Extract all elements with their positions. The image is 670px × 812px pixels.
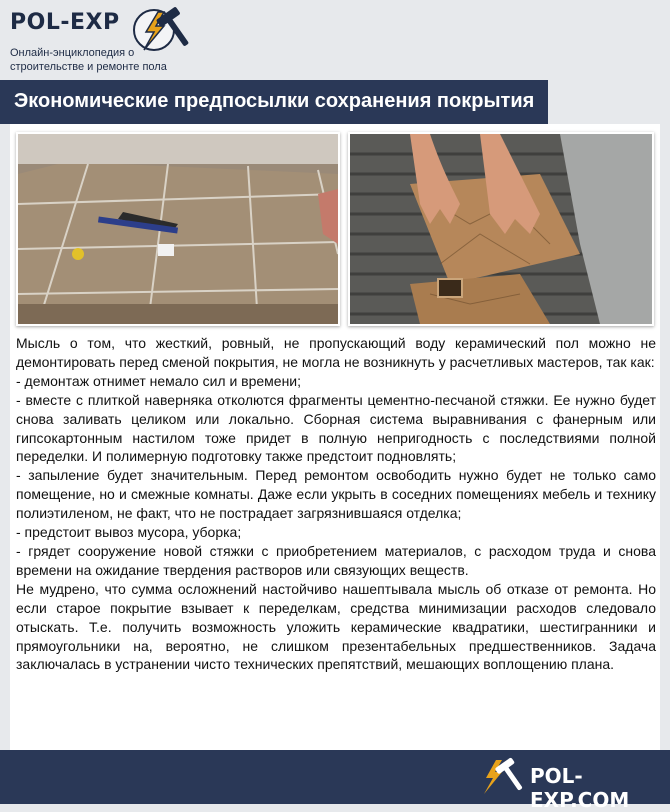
article-body [16,334,656,674]
footer [0,750,670,812]
page-title: Экономические предпосылки сохранения покрытия [14,90,535,112]
list-item: - вместе с плиткой наверняка отколются фрагменты цементно-песчаной стяжки. Ее нужно будет снова заливать целиком или локально. Сборная система выравнивания с фанерным или гипсокартонным настилом тоже придет в полную непригодность с последствиями полной переделки. И полимерную подготовку также предстоит подновлять; [16,391,656,465]
hammer-lightning-icon [132,6,192,54]
brand-subtitle: Онлайн-энциклопедия о строительстве и ремонте пола [10,47,167,73]
header [0,0,670,80]
list-item: - предстоит вывоз мусора, уборка; [16,524,242,541]
list-item: - запыление будет значительным. Перед ремонтом освободить нужно будет не только само помещение, но и смежные комнаты. Даже если укрыть в соседних помещениях мебель и технику полиэтиленом, не факт, что не пострадает загрязнившаяся отделка; [16,467,656,522]
title-bar [0,80,548,124]
paragraph: Не мудрено, что сумма осложнений настойчиво нашептывала мысль об отказе от ремонта. Но если старое покрытие взывает к переделкам, средства минимизации расходов следовало отыскать. Т.е. получить возможность уложить керамические квадратики, шестигранники и прямоугольники на, вероятно, не слишком презентабельных предшественников. Задача заключалась в устранении чисто технических препятствий, мешающих воплощению плана. [16,580,656,673]
tile-floor-image [18,134,338,324]
brand-name: POL-EXP [10,10,120,35]
photo-laying-tile [348,132,654,326]
laying-tile-image [350,134,652,324]
content-card [10,124,660,750]
hammer-lightning-icon [478,756,524,798]
list-item: - грядет сооружение новой стяжки с приобретением материалов, с расходом труда и снова времени на ожидание твердения растворов или связующих веществ. [16,542,656,578]
site-link[interactable]: POL-EXP.COM [530,764,630,812]
paragraph: Мысль о том, что жесткий, ровный, не пропускающий воду керамический пол можно не демонтировать перед сменой покрытия, не могла не возникнуть у расчетливых мастеров, так как: [16,335,656,370]
list-item: - демонтаж отнимет немало сил и времени; [16,372,302,389]
photo-tile-floor-tools [16,132,340,326]
